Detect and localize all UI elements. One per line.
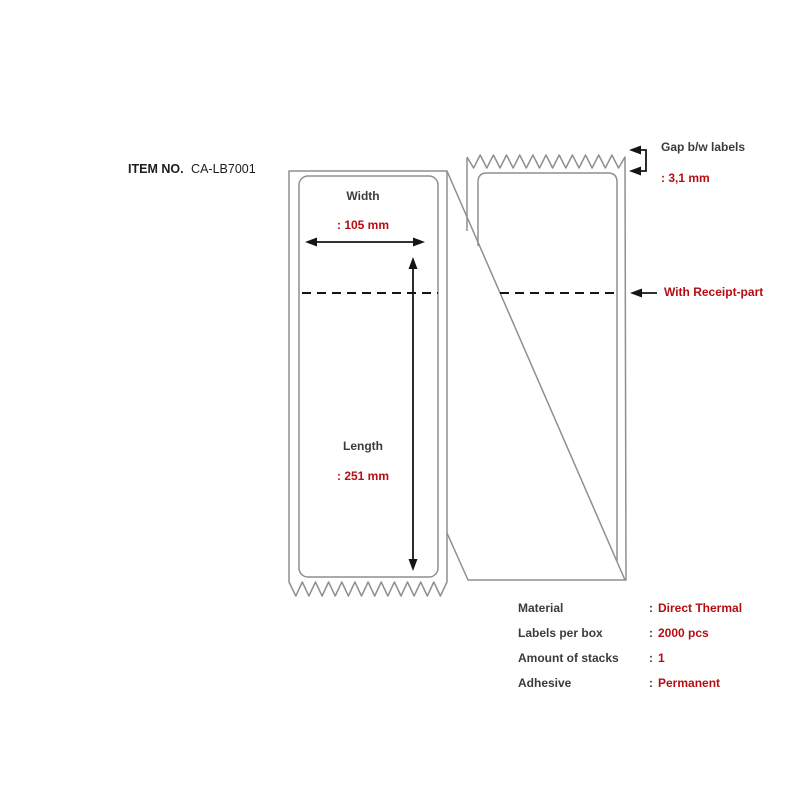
length-label: Length xyxy=(343,439,383,453)
spec-value: Direct Thermal xyxy=(658,601,743,615)
spec-label: Amount of stacks xyxy=(518,651,619,665)
spec-separator: : xyxy=(649,601,653,615)
left-liner-outline xyxy=(289,171,447,596)
receipt-arrow xyxy=(630,289,657,298)
spec-separator: : xyxy=(649,676,653,690)
item-number xyxy=(128,163,256,177)
gap-label: Gap b/w labels xyxy=(661,140,746,154)
spec-separator: : xyxy=(649,651,653,665)
gap-bracket-arrows xyxy=(629,146,646,176)
spec-row-material xyxy=(518,601,742,626)
spec-separator: : xyxy=(649,626,653,640)
length-value: : 251 mm xyxy=(336,469,390,483)
spec-row-adhesive xyxy=(518,676,742,701)
length-arrow xyxy=(409,257,418,571)
spec-row-amount-of-stacks xyxy=(518,651,742,676)
spec-value: Permanent xyxy=(658,676,721,690)
spec-label: Adhesive xyxy=(518,676,572,690)
item-number-value: CA-LB7001 xyxy=(191,162,256,176)
spec-label: Labels per box xyxy=(518,626,603,640)
right-label-outline xyxy=(478,173,617,561)
item-number-label: ITEM NO. xyxy=(128,162,184,176)
right-liner-outline xyxy=(447,155,626,580)
fold-diagonal-line xyxy=(447,171,625,580)
spec-label: Material xyxy=(518,601,564,615)
gap-value: : 3,1 mm xyxy=(661,171,710,185)
width-label: Width xyxy=(346,189,380,203)
spec-value: 1 xyxy=(658,651,665,665)
width-arrow xyxy=(305,238,425,247)
left-label-outline xyxy=(299,176,438,577)
width-value: : 105 mm xyxy=(336,218,390,232)
receipt-part-label: With Receipt-part xyxy=(664,285,764,299)
spec-table xyxy=(518,601,742,701)
spec-value: 2000 pcs xyxy=(658,626,709,640)
spec-row-labels-per-box xyxy=(518,626,742,651)
